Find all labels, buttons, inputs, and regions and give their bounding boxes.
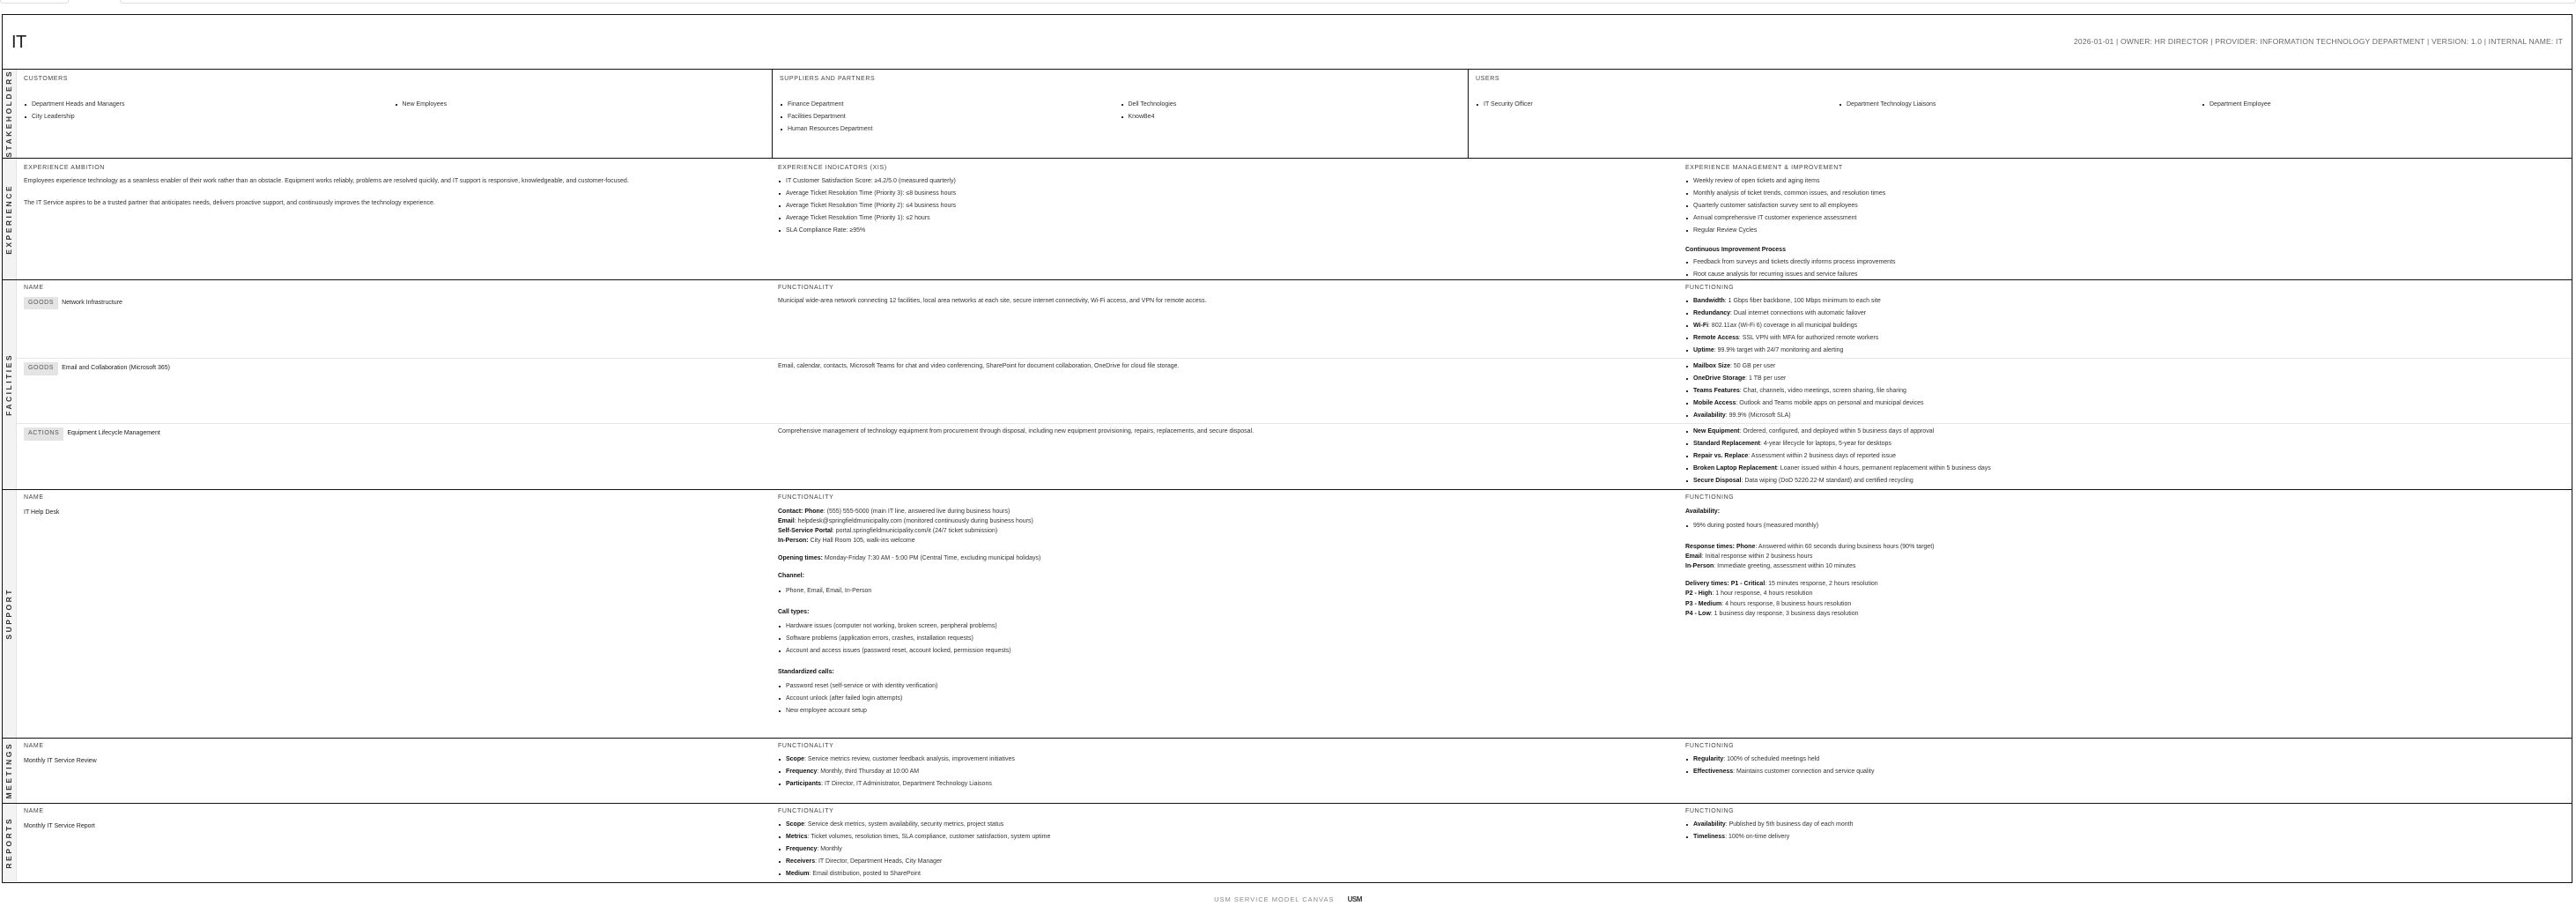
channel-heading: Channel: [778, 573, 804, 580]
top-tab-strip [0, 0, 2576, 5]
users-label: USERS [1476, 76, 1500, 82]
functioning-label: FUNCTIONING [1685, 743, 1735, 749]
list-item: Remote Access: SSL VPN with MFA for authorized remote workers [1685, 334, 2565, 344]
side-label-reports: REPORTS [3, 804, 17, 881]
list-item: Effectiveness: Maintains customer connection and service quality [1685, 768, 2565, 777]
list-item: Annual comprehensive IT customer experience assessment [1685, 214, 2565, 224]
experience-management [1678, 159, 2572, 279]
meeting-name: Monthly IT Service Review [24, 757, 97, 764]
list-item: Average Ticket Resolution Time (Priority 2): ≤4 business hours [778, 202, 1671, 212]
response-phone: Response times: Phone: Answered within 60 seconds during business hours (90% target) [1685, 543, 1935, 550]
list-item: Uptime: 99.9% target with 24/7 monitoring and alerting [1685, 346, 2565, 356]
functionality-text: Email, calendar, contacts, Microsoft Teams for chat and video conferencing, SharePoint for document collaboration, OneDrive for cloud file storage. [778, 363, 1180, 369]
continuous-improvement-heading: Continuous Improvement Process [1685, 247, 1786, 253]
list-item: Finance Department [780, 100, 1121, 110]
name-label: NAME [24, 494, 44, 501]
list-item: Availability: 99.9% (Microsoft SLA) [1685, 412, 2565, 421]
list-item: Account and access issues (password reset, account locked, permission requests) [778, 647, 1671, 657]
facility-name: Email and Collaboration (Microsoft 365) [62, 365, 171, 371]
list-item: Availability: Published by 5th business day of each month [1685, 821, 2565, 830]
list-item: New Employees [395, 100, 766, 110]
standardized-heading: Standardized calls: [778, 668, 834, 675]
list-item: Teams Features: Chat, channels, video meetings, screen sharing, file sharing [1685, 387, 2565, 397]
list-item: Department Heads and Managers [24, 100, 395, 110]
list-item: Receivers: IT Director, Department Heads, City Manager [778, 858, 1671, 867]
functionality-label: FUNCTIONALITY [778, 743, 834, 749]
list-item: New employee account setup [778, 707, 1671, 717]
section-experience [3, 159, 2572, 280]
functionality-label: FUNCTIONALITY [778, 285, 834, 291]
table-row [17, 280, 2572, 359]
list-item: Frequency: Monthly, third Thursday at 10:00 AM [778, 768, 1671, 777]
list-item: KnowBe4 [1121, 113, 1462, 123]
page-title: IT [11, 32, 26, 52]
list-item: Hardware issues (computer not working, broken screen, peripheral problems) [778, 622, 1671, 632]
list-item: New Equipment: Ordered, configured, and deployed within 5 business days of approval [1685, 427, 2565, 437]
ambition-paragraph: Employees experience technology as a seamless enabler of their work rather than an obstacle. Equipment works reliably, problems are resolved quickly, and IT support is responsive, knowledgeable, and customer-focused. [24, 177, 629, 184]
delivery-p1: Delivery times: P1 - Critical: 15 minutes response, 2 hours resolution [1685, 581, 1878, 588]
list-item: Broken Laptop Replacement: Loaner issued within 4 hours, permanent replacement within 5 business days [1685, 464, 2565, 474]
footer-label: USM SERVICE MODEL CANVAS [1214, 895, 1335, 903]
list-item: Scope: Service desk metrics, system availability, security metrics, project status [778, 821, 1671, 830]
experience-ambition [17, 159, 771, 279]
list-item: Participants: IT Director, IT Administrator, Department Technology Liaisons [778, 780, 1671, 790]
list-item: Repair vs. Replace: Assessment within 2 business days of reported issue [1685, 452, 2565, 462]
type-tag: ACTIONS [24, 427, 63, 441]
functioning-label: FUNCTIONING [1685, 494, 1735, 501]
list-item: Bandwidth: 1 Gbps fiber backbone, 100 Mbps minimum to each site [1685, 297, 2565, 307]
customers-column [17, 70, 773, 158]
list-item: Password reset (self-service or with identity verification) [778, 682, 1671, 692]
canvas-header [3, 15, 2572, 70]
list-item: Frequency: Monthly [778, 845, 1671, 855]
list-item: City Leadership [24, 113, 395, 123]
support-name: IT Help Desk [24, 509, 60, 516]
list-item: Mobile Access: Outlook and Teams mobile apps on personal and municipal devices [1685, 399, 2565, 409]
list-item: Mailbox Size: 50 GB per user [1685, 362, 2565, 372]
table-row [17, 424, 2572, 488]
functioning-label: FUNCTIONING [1685, 808, 1735, 814]
canvas-footer [0, 895, 2576, 905]
functioning-label: FUNCTIONING [1685, 285, 1735, 291]
type-tag: GOODS [24, 362, 58, 375]
list-item: Weekly review of open tickets and aging items [1685, 177, 2565, 187]
tab-left[interactable] [0, 0, 69, 4]
support-functioning [1678, 494, 2572, 738]
list-item: Quarterly customer satisfaction survey sent to all employees [1685, 202, 2565, 212]
users-column [1469, 70, 2572, 158]
list-item: Secure Disposal: Data wiping (DoD 5220.22-M standard) and certified recycling [1685, 477, 2565, 486]
list-item: Feedback from surveys and tickets directly informs process improvements [1685, 258, 2565, 268]
type-tag: GOODS [24, 297, 58, 310]
suppliers-column [773, 70, 1469, 158]
delivery-p4: P4 - Low: 1 business day response, 3 business days resolution [1685, 610, 1859, 617]
header-metadata: 2026-01-01 | OWNER: HR DIRECTOR | PROVIDER: INFORMATION TECHNOLOGY DEPARTMENT | VERSION: 1.0 | INTERNAL NAME: IT [2073, 37, 2563, 47]
list-item: Scope: Service metrics review, customer feedback analysis, improvement initiatives [778, 755, 1671, 765]
list-item: Redundancy: Dual internet connections with automatic failover [1685, 309, 2565, 319]
list-item: OneDrive Storage: 1 TB per user [1685, 375, 2565, 384]
list-item: IT Security Officer [1476, 100, 1839, 110]
list-item: Department Technology Liaisons [1839, 100, 2202, 110]
side-label-experience: EXPERIENCE [3, 159, 17, 279]
section-facilities [3, 280, 2572, 490]
response-email: Email: Initial response within 2 business hours [1685, 553, 1813, 560]
opening-times: Opening times: Monday-Friday 7:30 AM - 5:00 PM (Central Time, excluding municipal holidays) [778, 555, 1041, 562]
functionality-text: Municipal wide-area network connecting 12 facilities, local area networks at each site, secure internet connectivity, Wi-Fi access, and VPN for remote access. [778, 297, 1207, 304]
availability-heading: Availability: [1685, 508, 1721, 515]
ambition-paragraph: The IT Service aspires to be a trusted partner that anticipates needs, delivers proactive support, and continuously improves the technology experience. [24, 200, 435, 206]
name-label: NAME [24, 285, 44, 291]
list-item: 99% during posted hours (measured monthly) [1685, 522, 2565, 531]
functionality-label: FUNCTIONALITY [778, 808, 834, 814]
list-item: Dell Technologies [1121, 100, 1462, 110]
list-item: Regular Review Cycles [1685, 226, 2565, 236]
service-model-canvas [2, 14, 2572, 883]
list-item: SLA Compliance Rate: ≥95% [778, 226, 1671, 236]
list-item: Timeliness: 100% on-time delivery [1685, 833, 2565, 843]
list-item: Medium: Email distribution, posted to SharePoint [778, 870, 1671, 880]
experience-indicators [771, 159, 1678, 279]
functionality-text: Comprehensive management of technology equipment from procurement through disposal, including new equipment provisioning, repairs, replacements, and secure disposal. [778, 428, 1255, 434]
usm-logo-icon: USM [1347, 895, 1362, 903]
support-functionality [771, 494, 1678, 738]
list-item: Average Ticket Resolution Time (Priority 1): ≤2 hours [778, 214, 1671, 224]
list-item: Root cause analysis for recurring issues and service failures [1685, 271, 2565, 280]
list-item: Regularity: 100% of scheduled meetings held [1685, 755, 2565, 765]
delivery-p2: P2 - High: 1 hour response, 4 hours resolution [1685, 590, 1813, 598]
list-item: Standard Replacement: 4-year lifecycle for laptops, 5-year for desktops [1685, 440, 2565, 449]
facility-name: Equipment Lifecycle Management [67, 430, 160, 436]
report-name: Monthly IT Service Report [24, 822, 95, 829]
list-item: Metrics: Ticket volumes, resolution times, SLA compliance, customer satisfaction, system uptime [778, 833, 1671, 843]
list-item: Wi-Fi: 802.11ax (Wi-Fi 6) coverage in all municipal buildings [1685, 322, 2565, 331]
ambition-label: EXPERIENCE AMBITION [24, 165, 105, 171]
functionality-label: FUNCTIONALITY [778, 494, 834, 501]
customers-label: CUSTOMERS [24, 76, 68, 82]
contact-phone: Contact: Phone: (555) 555-5000 (main IT line, answered live during business hours) [778, 508, 1010, 515]
side-label-support: SUPPORT [3, 490, 17, 738]
calltypes-heading: Call types: [778, 608, 810, 615]
list-item: Human Resources Department [780, 125, 1121, 135]
contact-inperson: In-Person: City Hall Room 105, walk-ins welcome [778, 538, 915, 545]
list-item: Software problems (application errors, crashes, installation requests) [778, 635, 1671, 644]
suppliers-label: SUPPLIERS AND PARTNERS [780, 76, 876, 82]
contact-portal: Self-Service Portal: portal.springfieldmunicipality.com/it (24/7 ticket submission) [778, 527, 998, 534]
list-item: Monthly analysis of ticket trends, common issues, and resolution times [1685, 189, 2565, 199]
section-reports [3, 804, 2572, 881]
response-inperson: In-Person: Immediate greeting, assessment within 10 minutes [1685, 563, 1856, 570]
side-label-facilities: FACILITIES [3, 280, 17, 489]
section-meetings [3, 739, 2572, 804]
side-label-meetings: MEETINGS [3, 739, 17, 803]
list-item: Phone, Email, Email, In-Person [778, 587, 1671, 597]
list-item: Facilities Department [780, 113, 1121, 123]
list-item: Average Ticket Resolution Time (Priority 3): ≤8 business hours [778, 189, 1671, 199]
list-item: Department Employee [2202, 100, 2565, 110]
contact-email: Email: helpdesk@springfieldmunicipality.com (monitored continuously during business hours) [778, 517, 1033, 524]
delivery-p3: P3 - Medium: 4 hours response, 8 business hours resolution [1685, 600, 1852, 607]
facility-name: Network Infrastructure [62, 299, 122, 306]
section-support [3, 490, 2572, 739]
table-row [17, 359, 2572, 424]
indicators-label: EXPERIENCE INDICATORS (XIS) [778, 165, 887, 171]
name-label: NAME [24, 743, 44, 749]
name-label: NAME [24, 808, 44, 814]
section-stakeholders [3, 70, 2572, 159]
list-item: Account unlock (after failed login attempts) [778, 694, 1671, 704]
list-item: IT Customer Satisfaction Score: ≥4.2/5.0 (measured quarterly) [778, 177, 1671, 187]
side-label-stakeholders: STAKEHOLDERS [3, 70, 17, 158]
management-label: EXPERIENCE MANAGEMENT & IMPROVEMENT [1685, 165, 1843, 171]
tab-right[interactable] [120, 0, 2576, 4]
